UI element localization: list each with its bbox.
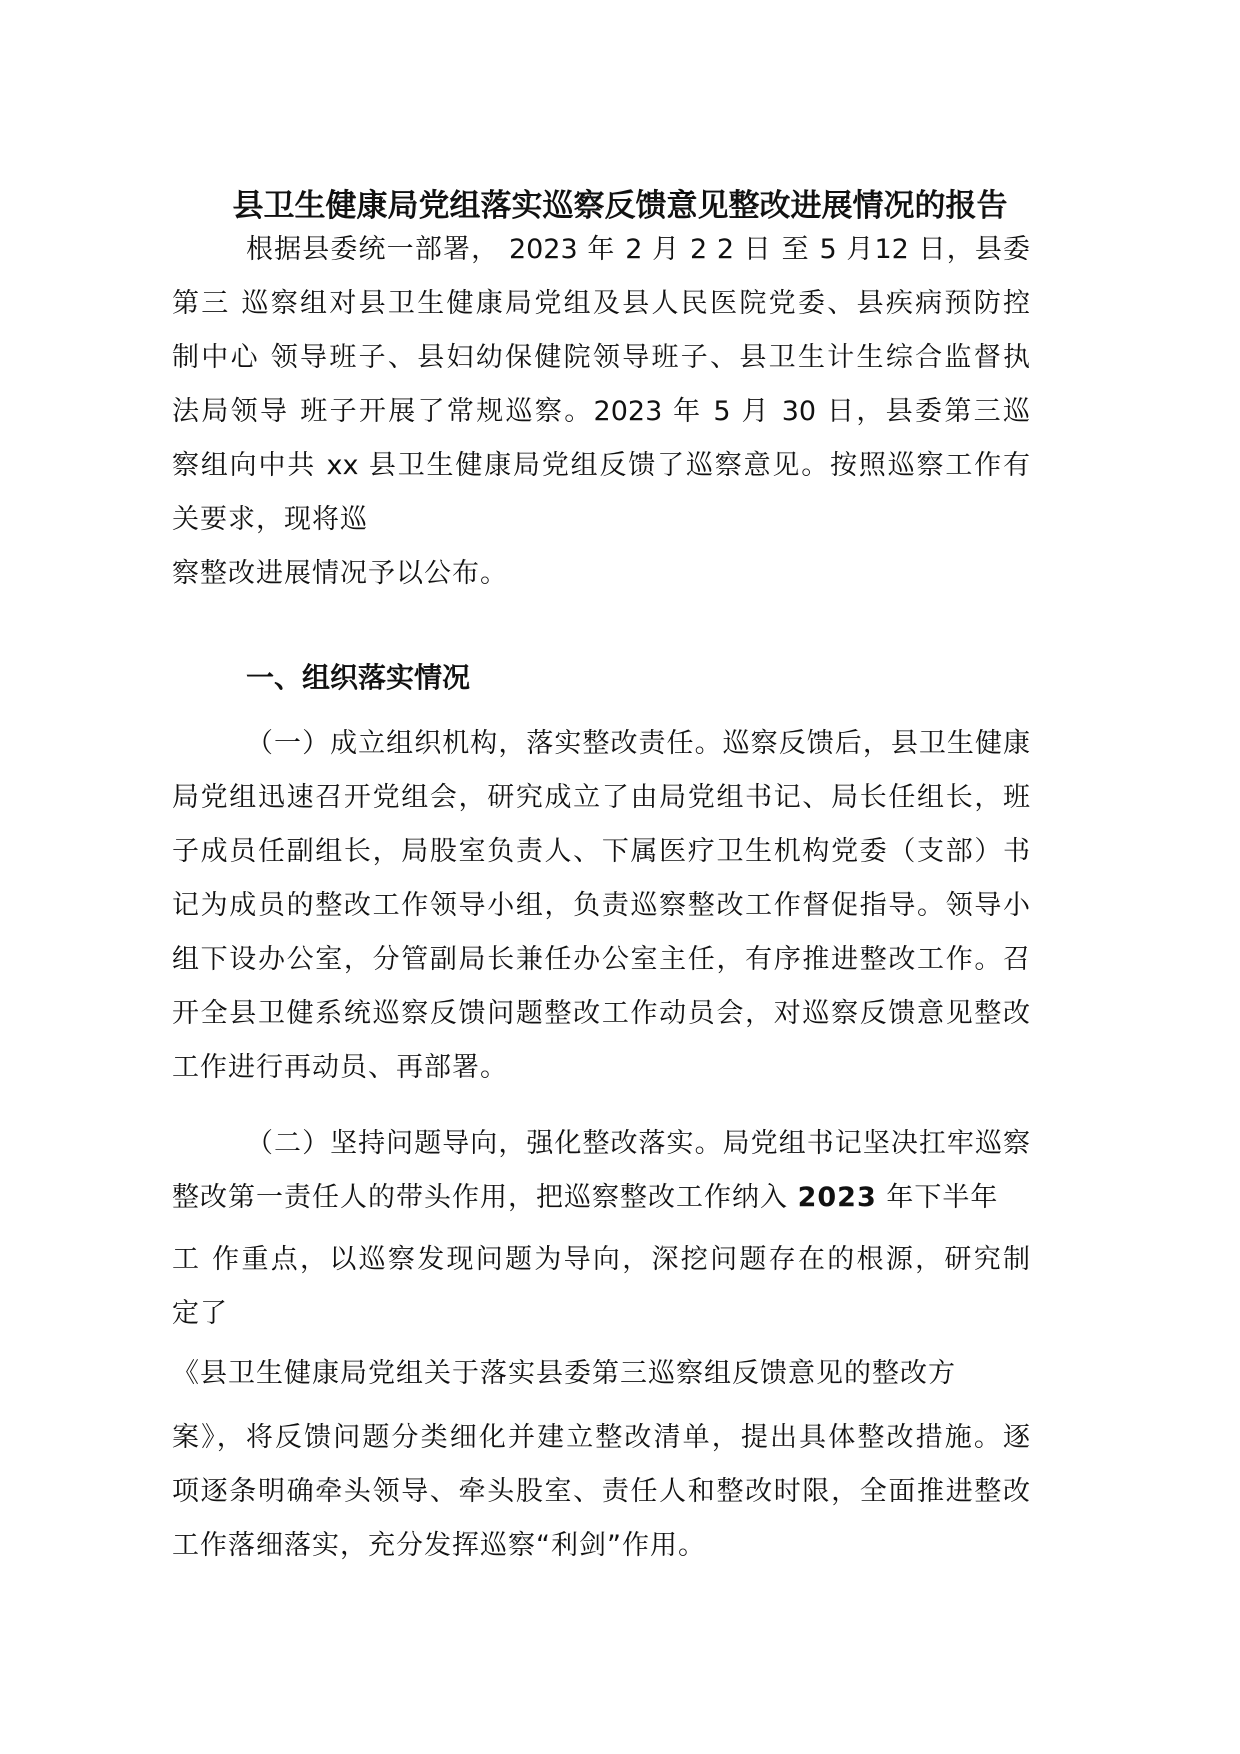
para1-line-1: （一）成立组织机构，落实整改责任。巡察反馈后，县卫生健康 [246, 728, 1030, 759]
para1-line-6: 开全县卫健系统巡察反馈问题整改工作动员会，对巡察反馈意见整改 [172, 998, 1030, 1029]
para2-line-5: 《县卫生健康局党组关于落实县委第三巡察组反馈意见的整改方 [172, 1358, 956, 1389]
intro-line-3: 制中心 领导班子、县妇幼保健院领导班子、县卫生计生综合监督执 [172, 342, 1030, 373]
para2-line-8: 工作落细落实，充分发挥巡察“利剑”作用。 [172, 1530, 706, 1561]
para2-line-7: 项逐条明确牵头领导、牵头股室、责任人和整改时限，全面推进整改 [172, 1476, 1030, 1507]
para2-line-1: （二）坚持问题导向，强化整改落实。局党组书记坚决扛牢巡察 [246, 1128, 1030, 1159]
para2-line-2-text-a: 整改第一责任人的带头作用，把巡察整改工作纳入 [172, 1182, 798, 1213]
para2-line-2-year: 2023 [797, 1182, 877, 1213]
para2-line-2-text-c: 年下半年 [876, 1182, 999, 1213]
para2-line-6: 案》，将反馈问题分类细化并建立整改清单，提出具体整改措施。逐 [172, 1422, 1030, 1453]
para1-line-5: 组下设办公室，分管副局长兼任办公室主任，有序推进整改工作。召 [172, 944, 1030, 975]
intro-line-2: 第三 巡察组对县卫生健康局党组及县人民医院党委、县疾病预防控 [172, 288, 1030, 319]
intro-line-4: 法局领导 班子开展了常规巡察。2023 年 5 月 30 日，县委第三巡 [172, 396, 1030, 427]
para2-line-3: 工 作重点，以巡察发现问题为导向，深挖问题存在的根源，研究制 [172, 1244, 1030, 1275]
para1-line-2: 局党组迅速召开党组会，研究成立了由局党组书记、局长任组长，班 [172, 782, 1030, 813]
para1-line-3: 子成员任副组长，局股室负责人、下属医疗卫生机构党委（支部）书 [172, 836, 1030, 867]
document-title: 县卫生健康局党组落实巡察反馈意见整改进展情况的报告 [232, 188, 1008, 224]
intro-line-6: 关要求，现将巡 [172, 504, 368, 535]
intro-line-7: 察整改进展情况予以公布。 [172, 558, 508, 589]
intro-line-1: 根据县委统一部署， 2023 年 2 月 2 2 日 至 5 月12 日，县委 [246, 234, 1030, 265]
section-heading-1: 一、组织落实情况 [246, 661, 471, 694]
para1-line-7: 工作进行再动员、再部署。 [172, 1052, 508, 1083]
para2-line-2 [172, 1180, 998, 1216]
intro-line-5: 察组向中共 xx 县卫生健康局党组反馈了巡察意见。按照巡察工作有 [172, 450, 1030, 481]
para1-line-4: 记为成员的整改工作领导小组，负责巡察整改工作督促指导。领导小 [172, 890, 1030, 921]
para2-line-4: 定了 [172, 1298, 228, 1329]
